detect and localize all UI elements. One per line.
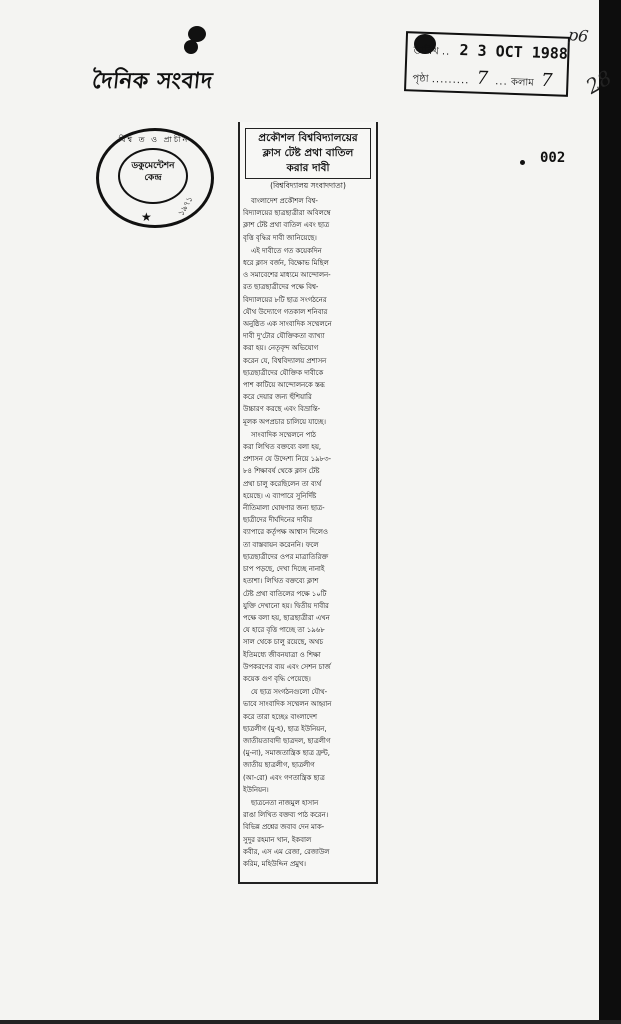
article-line: উচ্চারণ করছে এবং বিভ্রান্তি- xyxy=(243,405,321,414)
article-line: তা বাস্তবায়ন করেননি। ফলে xyxy=(243,540,319,549)
article-line: টেষ্ট প্রথা বাতিলের পক্ষে ১০টি xyxy=(243,589,327,598)
article-line: এই দাবীতে গত কয়েকদিন xyxy=(251,246,322,255)
article-line: সুদুর রহমান খান, ইকবাল xyxy=(243,835,312,844)
article-line: বাংলাদেশ প্রকৌশল বিশ্ব- xyxy=(251,197,318,205)
page-edge-shadow xyxy=(599,0,621,1024)
article-line: রত ছাত্রছাত্রীদের পক্ষে বিশ্ব- xyxy=(243,283,319,292)
article-line: পাশ কাটিয়ে আন্দোলনকে স্তব্ধ xyxy=(243,381,325,390)
column-label: কলাম xyxy=(510,76,535,89)
date-value: 2 3 OCT 1988 xyxy=(459,41,569,63)
article-line: (মু-না), সমাজতান্ত্রিক ছাত্র ফ্রন্ট, xyxy=(243,749,330,758)
article-line: বৃত্তি বৃদ্ধির দাবী জানিয়েছে। xyxy=(243,233,317,242)
article-line: উপকরণের ব্যয় এবং সেশন চার্জ xyxy=(243,662,331,671)
article-line: ছাত্রলীগ (মু-হ), ছাত্র ইউনিয়ন, xyxy=(243,724,327,733)
article-line: যে ছাত্র সংগঠনগুলো যৌথ- xyxy=(251,688,328,697)
page-label: পৃষ্ঠা xyxy=(412,73,429,85)
documentation-seal xyxy=(96,128,216,226)
article-line: চাপ পড়ছে, দেখা দিচ্ছে নানাই xyxy=(243,565,325,574)
article-byline: (বিশ্ববিদ্যালয় সংবাদদাতা) xyxy=(270,181,346,190)
article-headline xyxy=(245,128,371,179)
seal-center-text xyxy=(118,160,188,184)
article-line: বিদ্যালয়ের ৮টি ছাত্র সংগঠনের xyxy=(243,295,327,304)
article-line: যে হারে বৃত্তি পাচ্ছে তা ১৯৬৮ xyxy=(243,626,325,635)
article-line: ৮৪ শিক্ষাবর্ষ থেকে ক্লাস টেষ্ট xyxy=(243,467,320,476)
article-line: হয়েছে। এ ব্যাপারে সুনির্দিষ্ট xyxy=(243,491,317,500)
seal-code: ১৯৭১ xyxy=(176,194,195,218)
article-line: ছাত্রনেতা নাজমুল হাসান xyxy=(251,798,319,807)
article-line: করা হয়। নেতৃবৃন্দ অভিযোগ xyxy=(243,344,319,353)
article-paragraph xyxy=(243,195,373,244)
star-icon: ★ xyxy=(141,210,152,224)
newspaper-clipping xyxy=(238,122,378,884)
article-line: (আ-রো) এবং গণতান্ত্রিক ছাত্র xyxy=(243,773,325,782)
article-line: ইতিমধ্যে জীবনযাত্রা ও শিক্ষা xyxy=(243,650,321,659)
handwritten-note: p6 xyxy=(567,24,590,47)
article-line: ধরে ক্লাস বর্জন, বিক্ষোভ মিছিল xyxy=(243,259,329,268)
article-line: যুক্তি দেখানো হয়। দ্বিতীয় দাবীর xyxy=(243,601,329,610)
article-paragraph xyxy=(243,797,373,870)
article-line: জাতীয় ছাত্রলীগ, ছাত্রলীগ xyxy=(243,761,315,770)
article-line: করা লিখিত বক্তব্যে বলা হয়, xyxy=(243,443,322,452)
article-line: নীতিমালা ঘোষণার জন্য ছাত্র- xyxy=(243,504,325,513)
page-bottom-edge xyxy=(0,1020,621,1024)
article-line: পক্ষে বলা হয়, ছাত্রছাত্রীরা এখন xyxy=(243,613,330,622)
page-number: 002 xyxy=(540,150,566,166)
article-paragraph xyxy=(243,686,373,796)
date-stamp xyxy=(404,31,570,97)
article-line: করেন যে, বিশ্ববিদ্যালয় প্রশাসন xyxy=(243,356,327,365)
article-line: বিভিন্ন প্রশ্নের জবাব দেন মাক- xyxy=(243,823,325,832)
article-line: মূলক অপপ্রচার চালিয়ে যাচ্ছে। xyxy=(243,417,327,426)
headline-line: প্রকৌশল বিশ্ববিদ্যালয়ের xyxy=(258,132,358,144)
headline-line: ক্লাস টেষ্ট প্রথা বাতিল xyxy=(262,147,354,159)
ink-dot xyxy=(520,160,525,165)
article-line: ক্লাশ টেষ্ট প্রথা বাতিল এবং ছাত্র xyxy=(243,221,330,230)
article-line: ভাবে সাংবাদিক সম্মেলন আহ্বান xyxy=(243,700,332,709)
article-line: ব্যাপারে কর্তৃপক্ষ আশ্বাস দিলেও xyxy=(243,528,328,537)
seal-center-line: ডকুমেন্টেশন xyxy=(131,161,175,171)
article-line: করিম, মহিউদ্দিন প্রমুখ। xyxy=(243,859,306,868)
dotted-leader: ......... xyxy=(431,74,470,87)
article-line: প্রথা চালু করেছিলেন তা ব্যর্থ xyxy=(243,479,322,488)
article-line: সাংবাদিক সম্মেলনে পাঠ xyxy=(251,430,316,439)
date-label: তারিখ xyxy=(413,45,439,58)
article-line: করে দেয়ার জন্য হুঁশিয়ারি xyxy=(243,393,312,402)
newspaper-masthead: দৈনিক সংবাদ xyxy=(90,68,215,94)
date-stamp-date-row xyxy=(413,39,568,65)
column-value: 7 xyxy=(540,69,553,92)
article-line: অনুষ্ঠিত এক সাংবাদিক সম্মেলনে xyxy=(243,320,332,329)
article-line: প্রশাসন যে উদ্দেশ্য নিয়ে ১৯৮৩- xyxy=(243,455,332,464)
date-stamp-page-row xyxy=(412,65,557,93)
article-paragraph xyxy=(243,245,373,428)
article-line: কয়েক গুণ বৃদ্ধি পেয়েছে। xyxy=(243,674,311,683)
article-line: ও সমাবেশের মাধ্যমে আন্দোলন- xyxy=(243,271,331,280)
article-body xyxy=(243,195,373,870)
handwritten-note: 28 xyxy=(581,65,616,99)
headline-line: করার দাবী xyxy=(286,162,330,174)
ink-blot xyxy=(184,40,198,54)
dotted-leader: ... xyxy=(495,76,508,88)
article-line: রাঙা লিখিত বক্তব্য পাঠ করেন। xyxy=(243,811,329,820)
article-line: সাল থেকে চালু রয়েছে, অথচ xyxy=(243,638,324,647)
article-paragraph xyxy=(243,429,373,685)
article-line: ইউনিয়ন। xyxy=(243,785,269,794)
article-line: যৌথ উদ্যোগে গতকাল শনিবার xyxy=(243,307,328,316)
seal-arc-text: বিশ্ব ত ও প্রাচীন xyxy=(118,135,190,144)
article-line: ছাত্রছাত্রীদের ওপর মাত্রাতিরিক্ত xyxy=(243,552,329,561)
page-value: 7 xyxy=(476,67,489,90)
article-line: কবীর, এস এম রেজা, রেজাউল xyxy=(243,847,330,856)
article-line: দাবী দু'টোর যৌক্তিকতা ব্যাখ্যা xyxy=(243,332,325,341)
seal-center-line: কেন্দ্র xyxy=(144,173,162,183)
article-line: হতাশা। লিখিত বক্তব্যে ক্লাশ xyxy=(243,577,319,586)
article-line: করে তারা হচ্ছেঃ বাংলাদেশ xyxy=(243,712,317,721)
article-line: ছাত্রছাত্রীদের যৌক্তিক দাবীকে xyxy=(243,368,324,377)
article-line: ছাত্রীদের দীর্ঘদিনের দাবীর xyxy=(243,516,313,525)
article-line: বিদ্যালয়ের ছাত্রছাত্রীরা অবিলম্বে xyxy=(243,209,331,218)
dotted-leader: .. xyxy=(441,46,451,58)
article-line: জাতীয়তাবাদী ছাত্রদল, ছাত্রলীগ xyxy=(243,736,331,745)
